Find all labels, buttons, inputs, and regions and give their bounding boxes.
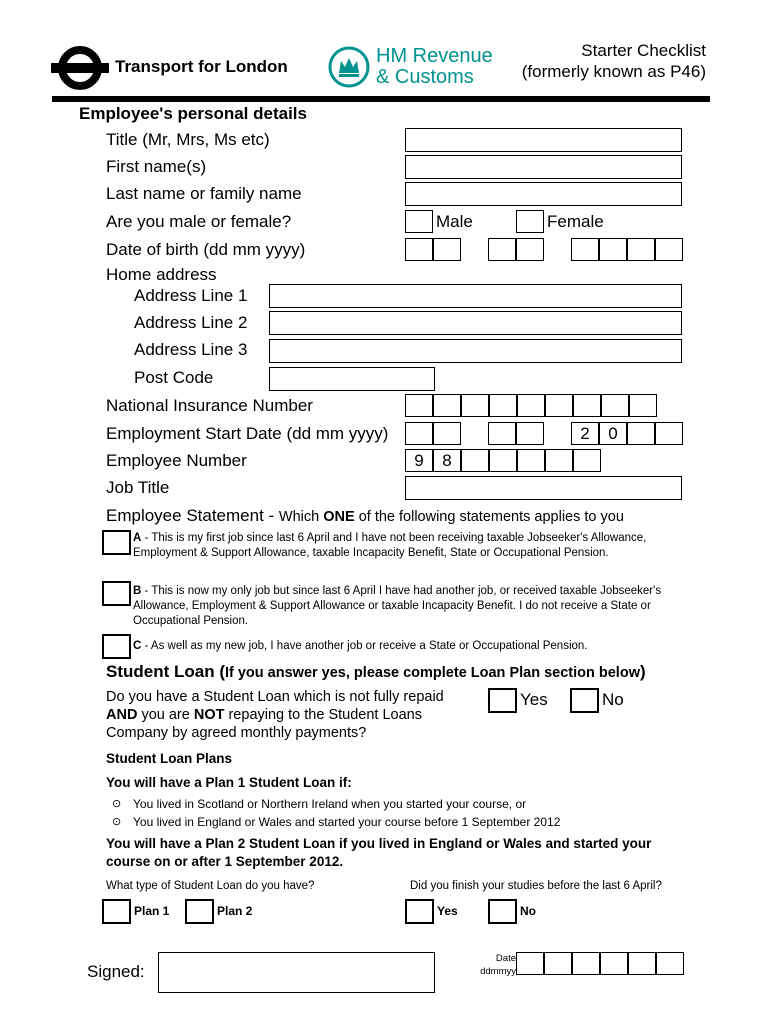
statement-a-letter: A (133, 532, 142, 544)
post-code-field[interactable] (269, 367, 435, 391)
female-label: Female (547, 212, 604, 231)
form-subtitle: (formerly known as P46) (521, 62, 706, 81)
address-line1-field[interactable] (269, 284, 682, 308)
loan-no-label: No (602, 690, 624, 709)
signature-field[interactable] (158, 952, 435, 993)
ni-cell[interactable] (405, 394, 433, 417)
first-name-label: First name(s) (106, 157, 207, 176)
statement-heading-rest: of the following statements applies to you (354, 509, 624, 525)
statement-a-checkbox[interactable] (102, 530, 131, 555)
ni-cell[interactable] (517, 394, 545, 417)
dob-year-cell[interactable] (655, 238, 683, 261)
form-title: Starter Checklist (581, 41, 706, 60)
student-loan-heading (106, 662, 646, 682)
finish-yes-label: Yes (437, 904, 458, 918)
start-day-cell[interactable] (433, 422, 461, 445)
statement-heading-main: Employee Statement - (106, 506, 279, 525)
plan2-option-label: Plan 2 (217, 904, 253, 918)
ni-cell[interactable] (601, 394, 629, 417)
dob-day-cell[interactable] (405, 238, 433, 261)
date-cell[interactable] (516, 952, 544, 975)
student-loan-heading-note: If you answer yes, please complete Loan Plan section below (224, 665, 640, 681)
date-cell[interactable] (544, 952, 572, 975)
hmrc-name-line2: & Customs (376, 66, 474, 88)
address-line3-field[interactable] (269, 339, 682, 363)
employee-number-cell[interactable] (545, 449, 573, 472)
student-loan-heading-main: Student Loan ( (106, 662, 225, 681)
address-line3-label: Address Line 3 (134, 340, 248, 359)
loan-plans-heading: Student Loan Plans (106, 751, 233, 766)
first-name-field[interactable] (405, 155, 682, 179)
home-address-label: Home address (106, 265, 217, 284)
ni-cell[interactable] (545, 394, 573, 417)
male-label: Male (436, 212, 473, 231)
tfl-roundel-icon (50, 44, 110, 92)
ni-label: National Insurance Number (106, 396, 313, 415)
start-month-cell[interactable] (488, 422, 516, 445)
ni-cell[interactable] (629, 394, 657, 417)
male-checkbox[interactable] (405, 210, 433, 233)
dob-year-cell[interactable] (599, 238, 627, 261)
dob-day-cell[interactable] (433, 238, 461, 261)
loan-type-question: What type of Student Loan do you have? (106, 880, 315, 892)
start-year-cell[interactable]: 0 (599, 422, 627, 445)
dob-year-cell[interactable] (627, 238, 655, 261)
employee-number-cell[interactable] (517, 449, 545, 472)
signed-label: Signed: (87, 962, 145, 981)
start-year-cell[interactable] (655, 422, 683, 445)
finish-no-checkbox[interactable] (488, 899, 517, 924)
start-date-label: Employment Start Date (dd mm yyyy) (106, 424, 389, 443)
statement-heading (106, 506, 624, 526)
statement-c-letter: C (133, 640, 142, 652)
question-part3: repaying to the Student Loans Company by agreed monthly payments? (106, 707, 422, 741)
start-day-cell[interactable] (405, 422, 433, 445)
employee-number-cell[interactable] (489, 449, 517, 472)
statement-b-body: - This is now my only job but since last 6 April I have had another job, or received taxable Jobseeker's Allowance, Employment & Support Allowance or taxable Incapacity Benefit. I do not receive a State or Occupational Pension. (133, 585, 662, 627)
statement-b-checkbox[interactable] (102, 581, 131, 606)
hmrc-crest-icon (328, 46, 370, 88)
employee-number-cell[interactable]: 8 (433, 449, 461, 472)
start-year-cell[interactable]: 2 (571, 422, 599, 445)
plan2-text: You will have a Plan 2 Student Loan if you lived in England or Wales and started your course on or after 1 September 2012. (106, 836, 652, 869)
employee-number-cell[interactable] (461, 449, 489, 472)
job-title-label: Job Title (106, 478, 170, 497)
date-label: Date (495, 953, 516, 964)
date-format-label: ddmmyy (480, 966, 516, 977)
tfl-name: Transport for London (115, 57, 288, 76)
statement-c-body: - As well as my new job, I have another job or receive a State or Occupational Pension. (141, 640, 588, 652)
finish-no-label: No (520, 904, 536, 918)
finish-studies-question: Did you finish your studies before the last 6 April? (410, 880, 662, 892)
hmrc-name-line1: HM Revenue (376, 45, 493, 67)
student-loan-heading-close: ) (639, 662, 646, 681)
bullet-icon: ⊙ (112, 816, 122, 828)
student-loan-question (106, 688, 451, 742)
dob-month-cell[interactable] (488, 238, 516, 261)
last-name-field[interactable] (405, 182, 682, 206)
title-field[interactable] (405, 128, 682, 152)
plan1-heading: You will have a Plan 1 Student Loan if: (106, 775, 352, 790)
employee-number-cell[interactable]: 9 (405, 449, 433, 472)
start-month-cell[interactable] (516, 422, 544, 445)
plan1-bullet-2: You lived in England or Wales and started your course before 1 September 2012 (133, 815, 561, 829)
statement-c-text (133, 639, 693, 654)
address-line2-label: Address Line 2 (134, 313, 248, 332)
loan-no-checkbox[interactable] (570, 688, 599, 713)
plan2-checkbox[interactable] (185, 899, 214, 924)
title-label: Title (Mr, Mrs, Ms etc) (106, 130, 270, 149)
last-name-label: Last name or family name (106, 184, 302, 203)
statement-c-checkbox[interactable] (102, 634, 131, 659)
loan-yes-checkbox[interactable] (488, 688, 517, 713)
statement-b-text (133, 584, 683, 629)
date-cell[interactable] (628, 952, 656, 975)
ni-cell[interactable] (433, 394, 461, 417)
statement-heading-which: Which (278, 509, 324, 525)
address-line2-field[interactable] (269, 311, 682, 335)
bullet-icon: ⊙ (112, 798, 122, 810)
date-cell[interactable] (656, 952, 684, 975)
date-cell[interactable] (572, 952, 600, 975)
dob-label: Date of birth (dd mm yyyy) (106, 240, 306, 259)
start-year-cell[interactable] (627, 422, 655, 445)
ni-cell[interactable] (573, 394, 601, 417)
female-checkbox[interactable] (516, 210, 544, 233)
plan1-checkbox[interactable] (102, 899, 131, 924)
statement-b-letter: B (133, 585, 142, 597)
finish-yes-checkbox[interactable] (405, 899, 434, 924)
ni-cell[interactable] (489, 394, 517, 417)
post-code-label: Post Code (134, 368, 214, 387)
date-cell[interactable] (600, 952, 628, 975)
statement-a-text (133, 531, 683, 561)
question-not: NOT (193, 707, 225, 723)
gender-label: Are you male or female? (106, 212, 292, 231)
question-part2: you are (137, 707, 194, 723)
header-rule (52, 96, 710, 102)
question-part1: Do you have a Student Loan which is not fully repaid (106, 689, 444, 705)
address-line1-label: Address Line 1 (134, 286, 248, 305)
employee-number-cell[interactable] (573, 449, 601, 472)
job-title-field[interactable] (405, 476, 682, 500)
plan1-bullet-1: You lived in Scotland or Northern Ireland when you started your course, or (133, 797, 527, 811)
loan-yes-label: Yes (520, 690, 548, 709)
ni-cell[interactable] (461, 394, 489, 417)
plan1-option-label: Plan 1 (134, 904, 170, 918)
question-and: AND (106, 707, 138, 723)
employee-number-label: Employee Number (106, 451, 247, 470)
section-heading-personal: Employee's personal details (79, 104, 307, 123)
statement-a-body: - This is my first job since last 6 April and I have not been receiving taxable Jobseeker's Allowance, Employment & Support Allowance, taxable Incapacity Benefit, State or Occupational Pension. (133, 532, 647, 559)
dob-year-cell[interactable] (571, 238, 599, 261)
statement-heading-one: ONE (323, 509, 355, 525)
dob-month-cell[interactable] (516, 238, 544, 261)
